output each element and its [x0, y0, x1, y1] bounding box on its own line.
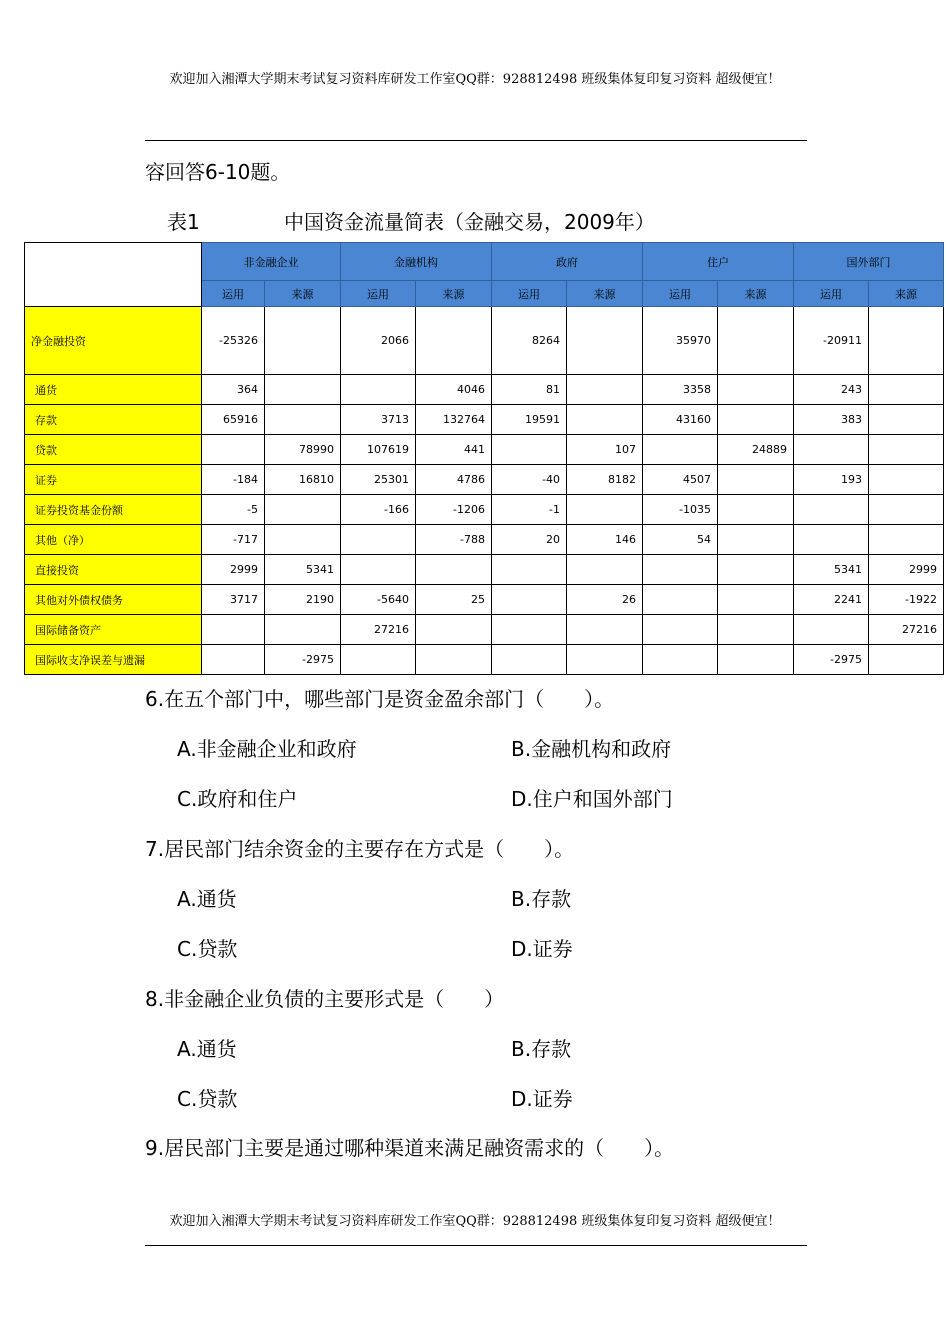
table-cell: 4507: [643, 465, 718, 495]
table-cell: -2975: [265, 645, 341, 675]
table-cell: 4046: [416, 375, 492, 405]
question-option: A.通货: [177, 887, 237, 911]
table-cell: 2066: [341, 307, 416, 375]
table-cell: -25326: [202, 307, 265, 375]
table-cell: [265, 615, 341, 645]
table-cell: 107: [567, 435, 643, 465]
table-cell: [416, 555, 492, 585]
table-cell: [718, 405, 794, 435]
table-cell: [869, 307, 944, 375]
table-cell: [718, 555, 794, 585]
table-cell: 43160: [643, 405, 718, 435]
table-row: [25, 615, 944, 645]
sub-header-source: 来源: [718, 281, 794, 307]
table-cell: 26: [567, 585, 643, 615]
sub-header-use: 运用: [492, 281, 567, 307]
header-rule: [145, 140, 807, 141]
table-cell: [718, 615, 794, 645]
table-cell: [265, 495, 341, 525]
row-label: 证券投资基金份额: [25, 495, 202, 525]
row-label: 贷款: [25, 435, 202, 465]
table-cell: [869, 495, 944, 525]
table-cell: [265, 405, 341, 435]
table-cell: [643, 615, 718, 645]
table-cell: [718, 525, 794, 555]
table-cell: [341, 375, 416, 405]
table-cell: [869, 405, 944, 435]
question-option: B.存款: [511, 887, 572, 911]
table-cell: [416, 615, 492, 645]
table-cell: [718, 585, 794, 615]
question-option: D.住户和国外部门: [511, 787, 673, 811]
question-stem: 7.居民部门结余资金的主要存在方式是（ ）。: [145, 837, 575, 861]
table-cell: 3717: [202, 585, 265, 615]
table-cell: [718, 465, 794, 495]
table-cell: [567, 307, 643, 375]
page-footer: 欢迎加入湘潭大学期末考试复习资料库研发工作室QQ群：928812498 班级集体复印复习资料 超级便宜！: [169, 1214, 781, 1229]
table-cell: [265, 307, 341, 375]
question-option: C.贷款: [177, 937, 238, 961]
table-cell: [567, 495, 643, 525]
table-cell: [567, 555, 643, 585]
table-cell: 107619: [341, 435, 416, 465]
table-body: [25, 307, 944, 675]
table-cell: 8264: [492, 307, 567, 375]
table-cell: [492, 645, 567, 675]
sub-header-source: 来源: [869, 281, 944, 307]
table-cell: 27216: [341, 615, 416, 645]
table-cell: [416, 307, 492, 375]
table-cell: [643, 585, 718, 615]
table-cell: [794, 525, 869, 555]
table-cell: 193: [794, 465, 869, 495]
table-caption-title: 中国资金流量简表（金融交易，2009年）: [284, 210, 655, 234]
sector-header: 非金融企业: [202, 243, 341, 281]
table-cell: [341, 555, 416, 585]
table-cell: 2241: [794, 585, 869, 615]
sub-header-use: 运用: [643, 281, 718, 307]
table-cell: 243: [794, 375, 869, 405]
question-option: B.金融机构和政府: [511, 737, 672, 761]
table-cell: [718, 495, 794, 525]
table-cell: [341, 645, 416, 675]
question-stem: 6.在五个部门中，哪些部门是资金盈余部门（ ）。: [145, 687, 615, 711]
table-cell: [794, 495, 869, 525]
table-cell: [265, 375, 341, 405]
intro-text: 容回答6-10题。: [145, 160, 291, 184]
table-cell: -184: [202, 465, 265, 495]
table-cell: 24889: [718, 435, 794, 465]
table-cell: [643, 645, 718, 675]
question-option: D.证券: [511, 937, 573, 961]
sector-header: 国外部门: [794, 243, 944, 281]
table-cell: [718, 645, 794, 675]
table-cell: [643, 435, 718, 465]
table-cell: [869, 435, 944, 465]
table-row: [25, 465, 944, 495]
table-cell: [202, 615, 265, 645]
question-stem: 8.非金融企业负债的主要形式是（ ）: [145, 987, 505, 1011]
table-cell: [492, 435, 567, 465]
table-cell: -5640: [341, 585, 416, 615]
table-cell: 5341: [265, 555, 341, 585]
table-cell: [718, 307, 794, 375]
question-option: C.政府和住户: [177, 787, 298, 811]
table-cell: 146: [567, 525, 643, 555]
row-label: 直接投资: [25, 555, 202, 585]
table-cell: [202, 645, 265, 675]
table-cell: [794, 435, 869, 465]
footer-rule: [145, 1245, 807, 1246]
table-cell: -20911: [794, 307, 869, 375]
table-row: [25, 585, 944, 615]
table-cell: -166: [341, 495, 416, 525]
row-label: 净金融投资: [25, 307, 202, 375]
table-cell: -1206: [416, 495, 492, 525]
table-cell: 441: [416, 435, 492, 465]
table-row: [25, 375, 944, 405]
table-cell: [492, 555, 567, 585]
table-cell: 3713: [341, 405, 416, 435]
row-label: 其他（净）: [25, 525, 202, 555]
table-caption-label: 表1: [167, 210, 200, 234]
table-cell: 65916: [202, 405, 265, 435]
question-option: C.贷款: [177, 1087, 238, 1111]
table-cell: [869, 465, 944, 495]
table-row: [25, 645, 944, 675]
table-cell: 81: [492, 375, 567, 405]
sector-header: 金融机构: [341, 243, 492, 281]
table-cell: -2975: [794, 645, 869, 675]
table-row: [25, 307, 944, 375]
page-header: 欢迎加入湘潭大学期末考试复习资料库研发工作室QQ群：928812498 班级集体复印复习资料 超级便宜！: [169, 72, 781, 87]
table-row: [25, 435, 944, 465]
table-cell: 16810: [265, 465, 341, 495]
row-label: 国际收支净误差与遗漏: [25, 645, 202, 675]
table-cell: 364: [202, 375, 265, 405]
table-cell: -1922: [869, 585, 944, 615]
table-cell: [869, 645, 944, 675]
sector-header: 政府: [492, 243, 643, 281]
question-option: B.存款: [511, 1037, 572, 1061]
row-label: 存款: [25, 405, 202, 435]
row-label: 其他对外债权债务: [25, 585, 202, 615]
table-cell: [492, 615, 567, 645]
table-cell: [567, 375, 643, 405]
table-cell: 2999: [869, 555, 944, 585]
table-cell: -788: [416, 525, 492, 555]
table-cell: -40: [492, 465, 567, 495]
table-row: [25, 405, 944, 435]
table-cell: [567, 615, 643, 645]
table-cell: [643, 555, 718, 585]
table-cell: 35970: [643, 307, 718, 375]
table-cell: -1: [492, 495, 567, 525]
table-cell: 25301: [341, 465, 416, 495]
table-cell: [341, 525, 416, 555]
row-label: 国际储备资产: [25, 615, 202, 645]
sub-header-source: 来源: [416, 281, 492, 307]
table-cell: -1035: [643, 495, 718, 525]
table-cell: [794, 615, 869, 645]
table-cell: [265, 525, 341, 555]
table-row: [25, 555, 944, 585]
table-cell: 2190: [265, 585, 341, 615]
table-cell: 132764: [416, 405, 492, 435]
table-cell: 3358: [643, 375, 718, 405]
table-cell: [718, 375, 794, 405]
fund-flow-table: [24, 242, 944, 675]
table-corner: [25, 243, 202, 307]
table-cell: [567, 405, 643, 435]
table-cell: 54: [643, 525, 718, 555]
sector-header: 住户: [643, 243, 794, 281]
table-cell: -717: [202, 525, 265, 555]
question-stem: 9.居民部门主要是通过哪种渠道来满足融资需求的（ ）。: [145, 1136, 675, 1160]
row-label: 通货: [25, 375, 202, 405]
table-cell: [416, 645, 492, 675]
table-cell: -5: [202, 495, 265, 525]
table-cell: 8182: [567, 465, 643, 495]
table-cell: 2999: [202, 555, 265, 585]
table-cell: 78990: [265, 435, 341, 465]
table-cell: 25: [416, 585, 492, 615]
question-option: A.通货: [177, 1037, 237, 1061]
question-option: D.证券: [511, 1087, 573, 1111]
table-cell: 4786: [416, 465, 492, 495]
table-row: [25, 495, 944, 525]
sub-header-use: 运用: [202, 281, 265, 307]
table-cell: [869, 525, 944, 555]
table-row: [25, 525, 944, 555]
table-cell: 5341: [794, 555, 869, 585]
question-option: A.非金融企业和政府: [177, 737, 357, 761]
row-label: 证券: [25, 465, 202, 495]
table-cell: [492, 585, 567, 615]
table-cell: 27216: [869, 615, 944, 645]
table-cell: [202, 435, 265, 465]
sub-header-source: 来源: [567, 281, 643, 307]
table-cell: 19591: [492, 405, 567, 435]
sub-header-use: 运用: [794, 281, 869, 307]
table-cell: 383: [794, 405, 869, 435]
sub-header-source: 来源: [265, 281, 341, 307]
table-cell: [567, 645, 643, 675]
sub-header-use: 运用: [341, 281, 416, 307]
table-cell: [869, 375, 944, 405]
table-cell: 20: [492, 525, 567, 555]
